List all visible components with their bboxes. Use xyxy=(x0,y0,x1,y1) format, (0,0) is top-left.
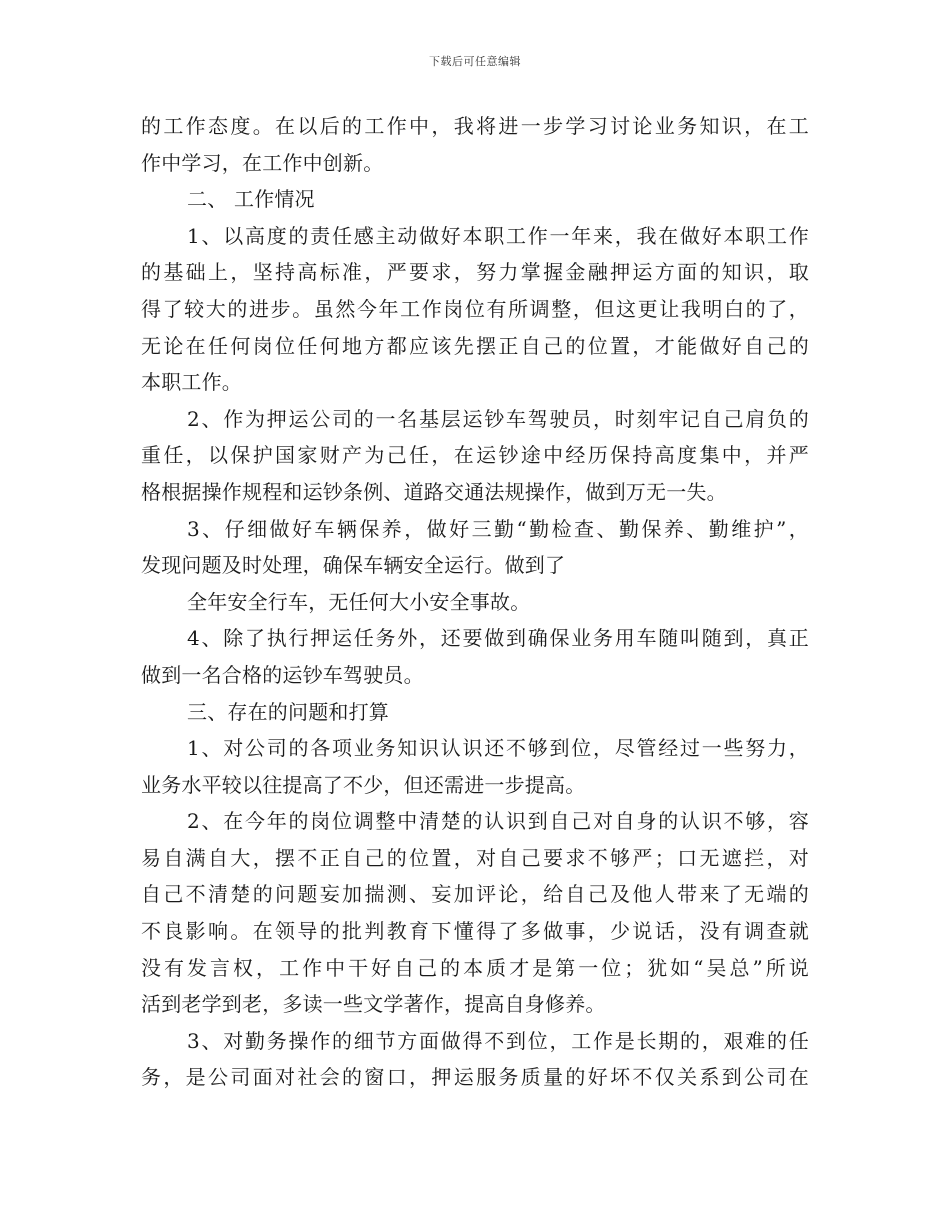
paragraph-line: 无论在任何岗位任何地方都应该先摆正自己的位置，才能做好自己的 xyxy=(141,333,809,358)
paragraph-line: 1、以高度的责任感主动做好本职工作一年来，我在做好本职工作 xyxy=(187,223,809,248)
paragraph-line: 得了较大的进步。虽然今年工作岗位有所调整，但这更让我明白的了， xyxy=(141,296,809,321)
section-heading: 二、 工作情况 xyxy=(187,187,315,212)
paragraph-line: 4、除了执行押运任务外，还要做到确保业务用车随叫随到，真正 xyxy=(187,626,809,651)
paragraph-line: 3、对勤务操作的细节方面做得不到位，工作是长期的，艰难的任 xyxy=(187,1028,809,1053)
paragraph-line: 业务水平较以往提高了不少，但还需进一步提高。 xyxy=(141,772,586,797)
paragraph-line: 2、作为押运公司的一名基层运钞车驾驶员，时刻牢记自己肩负的 xyxy=(187,406,809,431)
paragraph-line: 自己不清楚的问题妄加揣测、妄加评论，给自己及他人带来了无端的 xyxy=(141,882,809,907)
paragraph-line: 3、仔细做好车辆保养，做好三勤“勤检查、勤保养、勤维护”， xyxy=(187,516,809,541)
paragraph-line: 2、在今年的岗位调整中清楚的认识到自己对自身的认识不够，容 xyxy=(187,809,809,834)
paragraph-line: 的工作态度。在以后的工作中，我将进一步学习讨论业务知识，在工 xyxy=(141,114,809,138)
paragraph-line: 发现问题及时处理，确保车辆安全运行。做到了 xyxy=(141,553,566,578)
paragraph-line: 本职工作。 xyxy=(141,370,242,395)
section-heading: 全年安全行车，无任何大小安全事故。 xyxy=(187,589,531,614)
paragraph-line: 活到老学到老，多读一些文学著作，提高自身修养。 xyxy=(141,992,606,1017)
paragraph-line: 易自满自大，摆不正自己的位置，对自己要求不够严；口无遮拦，对 xyxy=(141,845,809,870)
paragraph-line: 务，是公司面对社会的窗口，押运服务质量的好坏不仅关系到公司在 xyxy=(141,1065,809,1090)
paragraph-line: 的基础上，坚持高标准，严要求，努力掌握金融押运方面的知识，取 xyxy=(141,260,809,285)
page-header: 下载后可任意编辑 xyxy=(429,55,521,68)
paragraph-line: 不良影响。在领导的批判教育下懂得了多做事，少说话，没有调查就 xyxy=(141,919,809,944)
paragraph-line: 1、对公司的各项业务知识认识还不够到位，尽管经过一些努力， xyxy=(187,736,809,761)
paragraph-line: 做到一名合格的运钞车驾驶员。 xyxy=(141,662,424,687)
paragraph-line: 没有发言权，工作中干好自己的本质才是第一位；犹如“吴总”所说 xyxy=(141,955,809,980)
paragraph-line: 格根据操作规程和运钞条例、道路交通法规操作，做到万无一失。 xyxy=(141,479,727,504)
paragraph-line: 作中学习，在工作中创新。 xyxy=(141,150,384,175)
paragraph-line: 重任，以保护国家财产为己任，在运钞途中经历保持高度集中，并严 xyxy=(141,443,809,468)
document-body xyxy=(141,108,809,1096)
section-heading: 三、存在的问题和打算 xyxy=(187,699,389,724)
